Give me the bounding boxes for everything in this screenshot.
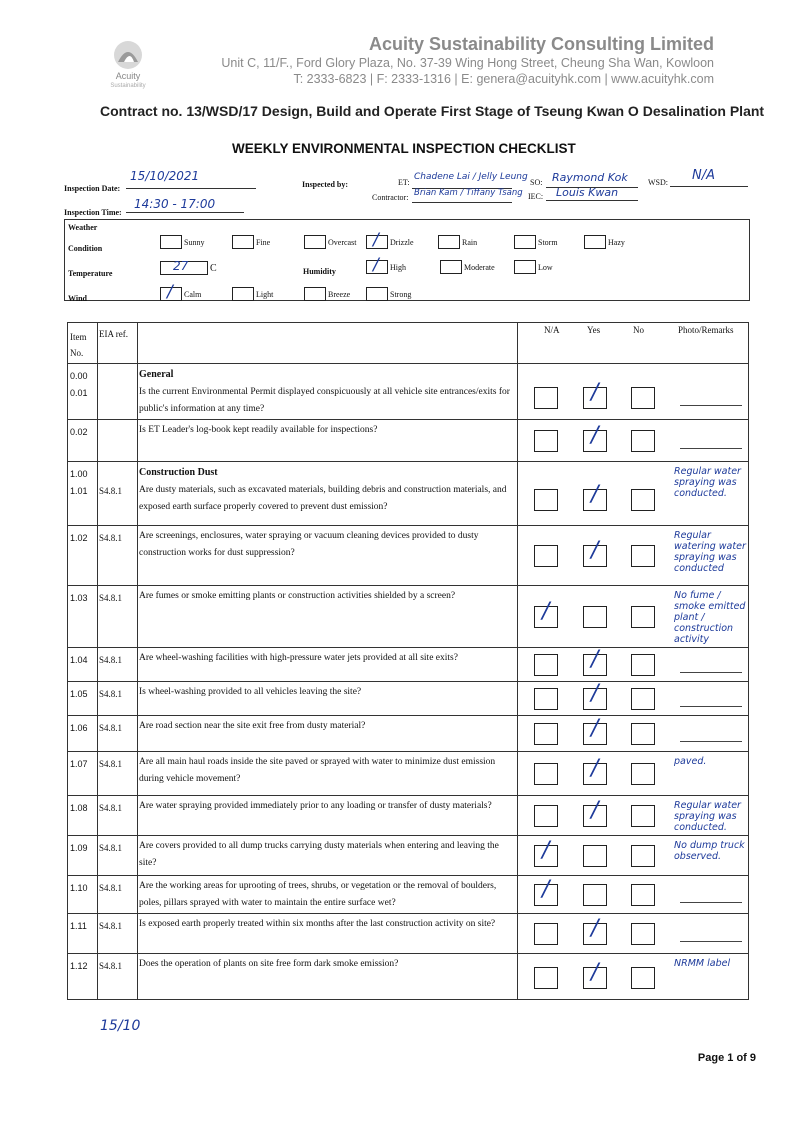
humidity-option-label: High: [390, 263, 406, 272]
checklist-title: WEEKLY ENVIRONMENTAL INSPECTION CHECKLIST: [232, 141, 576, 156]
item-number: 0.02: [70, 427, 88, 437]
condition-option-label: Drizzle: [390, 238, 414, 247]
humidity-option-label: Moderate: [464, 263, 495, 272]
checklist-question: [139, 754, 515, 788]
answer-yes-checkbox[interactable]: [583, 798, 607, 827]
checklist-question: [139, 422, 515, 439]
answer-no-checkbox[interactable]: [631, 654, 655, 676]
question-text: Is exposed earth properly treated within six months after the last construction activity on site?: [139, 919, 496, 929]
question-text: Are all main haul roads inside the site paved or sprayed with water to minimize dust emission during vehicle movement?: [139, 757, 496, 784]
remark-text[interactable]: Regular water spraying was conducted.: [674, 800, 741, 833]
wind-label: Wind: [68, 294, 87, 303]
wind-option-label: Calm: [184, 290, 202, 299]
eia-reference: S4.8.1: [99, 689, 123, 699]
wsd-label: WSD:: [648, 178, 668, 187]
answer-no-checkbox[interactable]: [631, 489, 655, 511]
table-row: [68, 585, 748, 648]
table-row: [68, 875, 748, 914]
table-row: [68, 751, 748, 796]
eia-reference: S4.8.1: [99, 803, 123, 813]
item-number: 1.02: [70, 533, 88, 543]
answer-yes-checkbox[interactable]: [583, 960, 607, 989]
checklist-question: [139, 798, 515, 815]
answer-na-checkbox[interactable]: [534, 923, 558, 945]
answer-no-checkbox[interactable]: [631, 763, 655, 785]
answer-no-checkbox[interactable]: [631, 723, 655, 745]
question-text: Are dusty materials, such as excavated materials, building debris and construction materials, and exposed earth surface properly covered to prevent dust emission?: [139, 485, 507, 512]
checklist-question: [139, 838, 515, 872]
check-mark-icon: /: [542, 877, 550, 902]
item-number: 1.07: [70, 759, 88, 769]
wind-option-label: Strong: [390, 290, 412, 299]
eia-reference: S4.8.1: [99, 533, 123, 543]
item-number: 1.11: [70, 921, 87, 931]
humidity-option-low-checkbox[interactable]: [514, 260, 536, 274]
logo-mark-icon: [104, 38, 152, 72]
eia-reference: S4.8.1: [99, 486, 123, 496]
humidity-option-moderate-checkbox[interactable]: [440, 260, 462, 274]
remark-text[interactable]: paved.: [674, 756, 707, 767]
answer-yes-checkbox[interactable]: [583, 845, 607, 867]
condition-option-hazy-checkbox[interactable]: [584, 235, 606, 249]
wind-option-strong-checkbox[interactable]: [366, 287, 388, 301]
question-text: Are wheel-washing facilities with high-pressure water jets provided at all site exits?: [139, 653, 458, 663]
question-text: Is ET Leader's log-book kept readily available for inspections?: [139, 425, 378, 435]
item-number: 0.00: [70, 371, 88, 381]
temperature-value: 27: [173, 259, 189, 273]
question-text: Does the operation of plants on site free form dark smoke emission?: [139, 959, 399, 969]
remark-line[interactable]: [680, 706, 742, 707]
humidity-label: Humidity: [303, 267, 336, 276]
item-number: 1.03: [70, 593, 88, 603]
et-label: ET:: [398, 178, 410, 187]
eia-reference: S4.8.1: [99, 723, 123, 733]
item-number: 1.09: [70, 843, 88, 853]
answer-no-checkbox[interactable]: [631, 606, 655, 628]
answer-na-checkbox[interactable]: [534, 877, 558, 906]
item-number: 1.05: [70, 689, 88, 699]
check-mark-icon: /: [591, 380, 599, 405]
answer-yes-checkbox[interactable]: [583, 716, 607, 745]
checklist-table: [67, 322, 749, 1000]
checklist-question: [139, 684, 515, 701]
answer-no-checkbox[interactable]: [631, 923, 655, 945]
section-heading: Construction Dust: [139, 467, 218, 478]
contractor-value[interactable]: Brian Kam / Tiffany Tsang: [414, 188, 523, 198]
answer-na-checkbox[interactable]: [534, 838, 558, 867]
condition-option-rain-checkbox[interactable]: [438, 235, 460, 249]
checklist-question: [139, 718, 515, 735]
question-text: Is wheel-washing provided to all vehicles leaving the site?: [139, 687, 362, 697]
inspection-date-value[interactable]: 15/10/2021: [130, 169, 200, 183]
handwritten-note: 15/10: [100, 1018, 141, 1034]
temperature-input[interactable]: [160, 261, 208, 275]
condition-option-label: Fine: [256, 238, 271, 247]
contractor-line: [412, 202, 512, 203]
answer-na-checkbox[interactable]: [534, 805, 558, 827]
eia-reference: S4.8.1: [99, 655, 123, 665]
remark-text[interactable]: No dump truck observed.: [674, 840, 745, 862]
checklist-question: [139, 588, 515, 605]
condition-option-storm-checkbox[interactable]: [514, 235, 536, 249]
check-mark-icon: /: [167, 282, 173, 302]
question-text: Are screenings, enclosures, water spraying or vacuum cleaning devices provided to dusty construction works for dust suppression?: [139, 531, 479, 558]
table-row: [68, 363, 748, 420]
item-number: 0.01: [70, 388, 88, 398]
item-number: 1.01: [70, 486, 88, 496]
col-yes-header: Yes: [587, 325, 601, 335]
logo-subtitle: Sustainability: [110, 83, 146, 89]
check-mark-icon: /: [591, 647, 599, 672]
question-text: Are the working areas for uprooting of trees, shrubs, or vegetation or the removal of boulders, poles, pillars sprayed with water to maintain the entire surface wet?: [139, 881, 497, 908]
item-number: 1.04: [70, 655, 88, 665]
check-mark-icon: /: [591, 960, 599, 985]
inspection-time-line: [126, 212, 244, 213]
table-row: [68, 715, 748, 752]
answer-no-checkbox[interactable]: [631, 688, 655, 710]
company-name: Acuity Sustainability Consulting Limited: [368, 34, 714, 54]
answer-yes-checkbox[interactable]: [583, 647, 607, 676]
answer-no-checkbox[interactable]: [631, 387, 655, 409]
wind-option-label: Breeze: [328, 290, 351, 299]
condition-option-drizzle-checkbox[interactable]: [366, 230, 388, 250]
answer-na-checkbox[interactable]: [534, 430, 558, 452]
eia-reference: S4.8.1: [99, 593, 123, 603]
condition-option-label: Hazy: [608, 238, 625, 247]
check-mark-icon: /: [591, 538, 599, 563]
wind-option-light-checkbox[interactable]: [232, 287, 254, 301]
col-no-header: No: [633, 325, 644, 335]
answer-no-checkbox[interactable]: [631, 884, 655, 906]
remark-line[interactable]: [680, 741, 742, 742]
item-number: 1.06: [70, 723, 88, 733]
table-row: [68, 795, 748, 836]
eia-reference: S4.8.1: [99, 843, 123, 853]
eia-reference: S4.8.1: [99, 759, 123, 769]
condition-option-label: Overcast: [328, 238, 357, 247]
check-mark-icon: /: [542, 599, 550, 624]
eia-reference: S4.8.1: [99, 961, 123, 971]
temperature-label: Temperature: [68, 269, 113, 278]
checklist-question: [139, 916, 515, 933]
checklist-question: [139, 956, 515, 973]
answer-yes-checkbox[interactable]: [583, 380, 607, 409]
temperature-unit: C: [210, 263, 217, 274]
answer-na-checkbox[interactable]: [534, 967, 558, 989]
contract-title: Contract no. 13/WSD/17 Design, Build and Operate First Stage of Tseung Kwan O Desalination Plant: [100, 103, 765, 119]
humidity-option-high-checkbox[interactable]: [366, 255, 388, 275]
wsd-line: [670, 186, 748, 187]
item-number: 1.10: [70, 883, 88, 893]
contractor-label: Contractor:: [372, 193, 409, 202]
answer-na-checkbox[interactable]: [534, 599, 558, 628]
wsd-value[interactable]: N/A: [692, 168, 715, 183]
answer-yes-checkbox[interactable]: [583, 423, 607, 452]
question-text: Is the current Environmental Permit displayed conspicuously at all vehicle site entrances/exits for public's information at any time?: [139, 387, 510, 414]
condition-label: Condition: [68, 244, 103, 253]
answer-na-checkbox[interactable]: [534, 654, 558, 676]
answer-yes-checkbox[interactable]: [583, 606, 607, 628]
check-mark-icon: /: [591, 482, 599, 507]
checklist-question: [139, 650, 515, 667]
condition-option-label: Storm: [538, 238, 558, 247]
condition-option-overcast-checkbox[interactable]: [304, 235, 326, 249]
eia-reference: S4.8.1: [99, 921, 123, 931]
inspection-time-label: Inspection Time:: [64, 208, 122, 217]
iec-line: [546, 200, 638, 201]
remark-line[interactable]: [680, 672, 742, 673]
inspection-date-label: Inspection Date:: [64, 184, 121, 193]
page-number: Page 1 of 9: [697, 1052, 756, 1064]
check-mark-icon: /: [591, 916, 599, 941]
answer-na-checkbox[interactable]: [534, 723, 558, 745]
check-mark-icon: /: [591, 798, 599, 823]
answer-na-checkbox[interactable]: [534, 545, 558, 567]
item-number: 1.00: [70, 469, 88, 479]
checklist-question: [139, 464, 515, 516]
answer-no-checkbox[interactable]: [631, 845, 655, 867]
check-mark-icon: /: [542, 838, 550, 863]
table-row: [68, 461, 748, 526]
answer-yes-checkbox[interactable]: [583, 884, 607, 906]
checklist-question: [139, 878, 515, 912]
answer-yes-checkbox[interactable]: [583, 482, 607, 511]
so-value[interactable]: Raymond Kok: [552, 171, 628, 184]
company-address: Unit C, 11/F., Ford Glory Plaza, No. 37-39 Wing Hong Street, Cheung Sha Wan, Kowloon: [221, 56, 714, 70]
section-heading: General: [139, 369, 174, 380]
condition-option-label: Sunny: [184, 238, 205, 247]
weather-title: Weather: [68, 223, 98, 232]
remark-text[interactable]: Regular watering water spraying was conducted: [674, 530, 746, 574]
answer-no-checkbox[interactable]: [631, 430, 655, 452]
eia-reference: S4.8.1: [99, 883, 123, 893]
answer-no-checkbox[interactable]: [631, 805, 655, 827]
table-row: [68, 953, 748, 1002]
answer-yes-checkbox[interactable]: [583, 756, 607, 785]
remark-line[interactable]: [680, 902, 742, 903]
remark-line[interactable]: [680, 941, 742, 942]
company-logo: [104, 38, 152, 98]
condition-option-label: Rain: [462, 238, 478, 247]
table-row: [68, 419, 748, 462]
wind-option-breeze-checkbox[interactable]: [304, 287, 326, 301]
col-remarks-header: Photo/Remarks: [678, 325, 734, 335]
et-value[interactable]: Chadene Lai / Jelly Leung: [414, 172, 528, 182]
col-eia-header: EIA ref.: [99, 329, 128, 339]
table-row: [68, 647, 748, 682]
check-mark-icon: /: [373, 255, 379, 275]
answer-na-checkbox[interactable]: [534, 387, 558, 409]
answer-na-checkbox[interactable]: [534, 688, 558, 710]
answer-yes-checkbox[interactable]: [583, 916, 607, 945]
answer-yes-checkbox[interactable]: [583, 538, 607, 567]
remark-text[interactable]: No fume / smoke emitted plant / construction activity: [674, 590, 746, 645]
question-text: Are road section near the site exit free from dusty material?: [139, 721, 366, 731]
remark-line[interactable]: [680, 448, 742, 449]
item-number: 1.12: [70, 961, 88, 971]
answer-yes-checkbox[interactable]: [583, 681, 607, 710]
question-text: Are covers provided to all dump trucks carrying dusty materials when entering and leaving the site?: [139, 841, 499, 868]
condition-option-sunny-checkbox[interactable]: [160, 235, 182, 249]
check-mark-icon: /: [591, 423, 599, 448]
inspected-by-label: Inspected by:: [302, 180, 349, 189]
check-mark-icon: /: [591, 716, 599, 741]
remark-line[interactable]: [680, 405, 742, 406]
remark-text[interactable]: Regular water spraying was conducted.: [674, 466, 741, 499]
answer-no-checkbox[interactable]: [631, 967, 655, 989]
check-mark-icon: /: [591, 681, 599, 706]
remark-text[interactable]: NRMM label: [674, 958, 731, 969]
question-text: Are fumes or smoke emitting plants or construction activities shielded by a screen?: [139, 591, 456, 601]
condition-option-fine-checkbox[interactable]: [232, 235, 254, 249]
item-number: 1.08: [70, 803, 88, 813]
iec-value[interactable]: Louis Kwan: [556, 186, 619, 199]
iec-label: IEC:: [528, 192, 544, 201]
table-row: [68, 525, 748, 586]
logo-name: Acuity: [115, 71, 141, 81]
table-row: [68, 835, 748, 876]
answer-no-checkbox[interactable]: [631, 545, 655, 567]
inspection-time-value[interactable]: 14:30 - 17:00: [134, 197, 216, 211]
checklist-question: [139, 366, 515, 418]
company-contact: T: 2333-6823 | F: 2333-1316 | E: genera@acuityhk.com | www.acuityhk.com: [293, 72, 714, 86]
check-mark-icon: /: [373, 230, 379, 250]
answer-na-checkbox[interactable]: [534, 763, 558, 785]
table-row: [68, 681, 748, 716]
wind-option-label: Light: [256, 290, 274, 299]
checklist-question: [139, 528, 515, 562]
check-mark-icon: /: [591, 756, 599, 781]
answer-na-checkbox[interactable]: [534, 489, 558, 511]
table-row: [68, 913, 748, 954]
col-na-header: N/A: [544, 325, 560, 335]
so-label: SO:: [530, 178, 543, 187]
wind-option-calm-checkbox[interactable]: [160, 282, 182, 302]
question-text: Are water spraying provided immediately prior to any loading or transfer of dusty materials?: [139, 801, 492, 811]
col-item-header: Item No.: [70, 332, 87, 358]
humidity-option-label: Low: [538, 263, 553, 272]
inspection-date-line: [126, 188, 256, 189]
